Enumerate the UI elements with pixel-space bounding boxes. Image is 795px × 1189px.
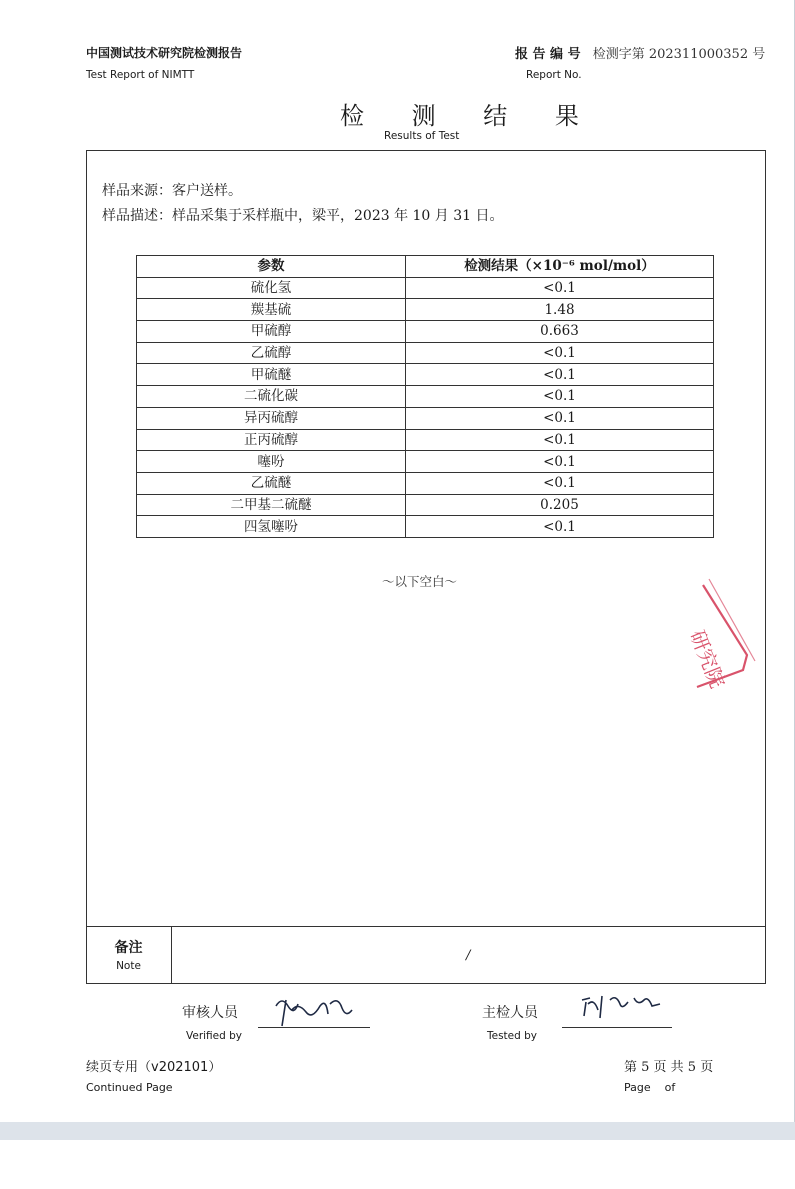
verifier-label: 审核人员 (182, 1005, 238, 1021)
table-row (137, 364, 714, 386)
note-row (86, 926, 766, 984)
table-header-row (137, 256, 714, 278)
blank-below-mark: ～以下空白～ (382, 574, 458, 589)
sample-description: 样品描述：样品采集于采样瓶中，梁平，2023 年 10 月 31 日。 (102, 208, 504, 224)
results-table (136, 255, 714, 538)
table-row (137, 451, 714, 473)
parameter-cell: 异丙硫醇 (137, 407, 406, 429)
continued-page-cn: 续页专用（v202101） (86, 1060, 222, 1075)
result-cell: 1.48 (406, 299, 714, 321)
report-no-value: 检测字第 202311000352 号 (592, 47, 766, 62)
parameter-cell: 甲硫醇 (137, 321, 406, 343)
table-row (137, 407, 714, 429)
parameter-cell: 羰基硫 (137, 299, 406, 321)
tester-label-en: Tested by (487, 1030, 538, 1042)
result-cell: <0.1 (406, 407, 714, 429)
official-stamp (685, 575, 765, 695)
verifier-sign-line (258, 1027, 370, 1028)
sample-source: 样品来源：客户送样。 (102, 183, 242, 199)
result-cell: <0.1 (406, 516, 714, 538)
note-label (86, 927, 172, 984)
result-cell: <0.1 (406, 364, 714, 386)
tester-label: 主检人员 (482, 1005, 538, 1021)
result-cell: <0.1 (406, 386, 714, 408)
parameter-cell: 四氢噻吩 (137, 516, 406, 538)
org-name-cn: 中国测试技术研究院检测报告 (86, 46, 243, 60)
parameter-cell: 二甲基二硫醚 (137, 494, 406, 516)
note-value: / (466, 948, 471, 963)
table-row (137, 277, 714, 299)
stamp-text: 研究院 (685, 626, 730, 692)
page-number-en: Page of (624, 1081, 676, 1094)
result-cell: 0.205 (406, 494, 714, 516)
table-row (137, 321, 714, 343)
table-row (137, 516, 714, 538)
tester-sign-line (562, 1027, 672, 1028)
continued-page-en: Continued Page (86, 1081, 173, 1094)
note-label-en: Note (116, 960, 141, 972)
report-no-label-en: Report No. (526, 69, 582, 81)
table-row (137, 299, 714, 321)
parameter-cell: 乙硫醇 (137, 342, 406, 364)
parameter-cell: 乙硫醚 (137, 472, 406, 494)
result-cell: <0.1 (406, 429, 714, 451)
verifier-label-en: Verified by (186, 1030, 243, 1042)
page-number-cn: 第 5 页 共 5 页 (624, 1060, 714, 1075)
table-row (137, 342, 714, 364)
parameter-cell: 正丙硫醇 (137, 429, 406, 451)
parameter-cell: 噻吩 (137, 451, 406, 473)
page-title: 检 测 结 果 (340, 102, 599, 130)
result-cell: <0.1 (406, 277, 714, 299)
result-cell: <0.1 (406, 342, 714, 364)
result-cell: <0.1 (406, 451, 714, 473)
parameter-cell: 二硫化碳 (137, 386, 406, 408)
table-row (137, 429, 714, 451)
header-result: 检测结果（×10⁻⁶ mol/mol） (406, 256, 714, 278)
header-parameter: 参数 (137, 256, 406, 278)
report-no-label: 报 告 编 号 (515, 47, 581, 62)
note-label-cn: 备注 (114, 940, 143, 956)
parameter-cell: 硫化氢 (137, 277, 406, 299)
parameter-cell: 甲硫醚 (137, 364, 406, 386)
table-row (137, 386, 714, 408)
org-name-en: Test Report of NIMTT (86, 69, 195, 81)
page-subtitle: Results of Test (384, 130, 460, 142)
stamp-graphic (685, 575, 765, 695)
report-number (515, 43, 765, 62)
next-page-edge (0, 1140, 795, 1189)
result-cell: 0.663 (406, 321, 714, 343)
table-row (137, 472, 714, 494)
table-row (137, 494, 714, 516)
result-cell: <0.1 (406, 472, 714, 494)
